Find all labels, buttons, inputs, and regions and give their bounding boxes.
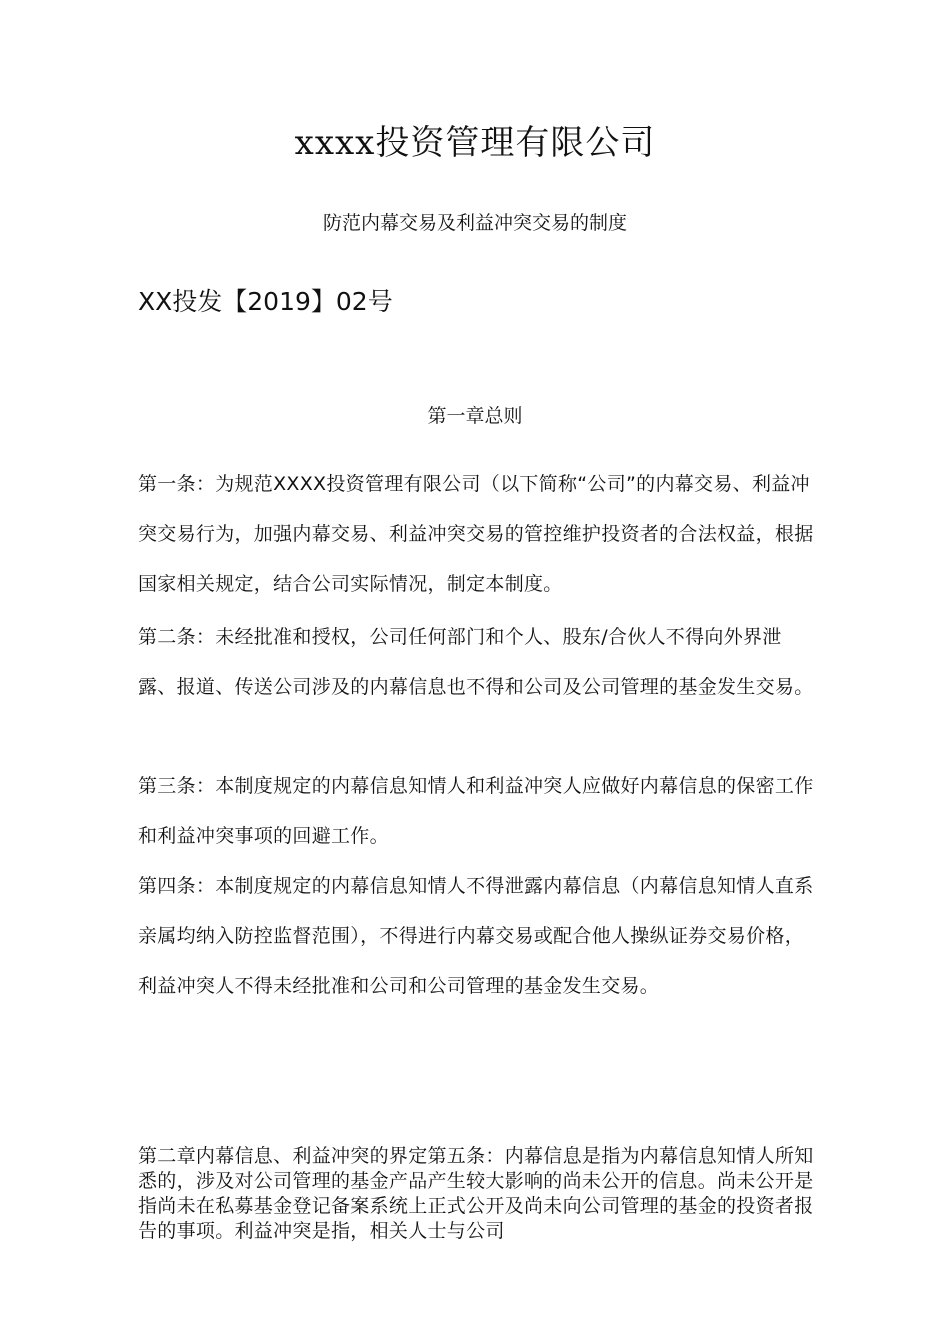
company-title: xxxx投资管理有限公司: [294, 123, 656, 163]
document-title: 防范内幕交易及利益冲突交易的制度: [322, 212, 627, 234]
article-2: 第二条：未经批准和授权，公司任何部门和个人、股东/合伙人不得向外界泄露、报道、传送公司涉及的内幕信息也不得和公司及公司管理的基金发生交易。: [138, 626, 814, 698]
chapter-2-paragraph: 第二章内幕信息、利益冲突的界定第五条：内幕信息是指为内幕信息知情人所知悉的，涉及对公司管理的基金产品产生较大影响的尚未公开的信息。尚未公开是指尚未在私募基金登记备案系统上正式公开及尚未向公司管理的基金的投资者报告的事项。利益冲突是指，相关人士与公司: [138, 1145, 814, 1242]
article-4: 第四条：本制度规定的内幕信息知情人不得泄露内幕信息（内幕信息知情人直系亲属均纳入防控监督范围），不得进行内幕交易或配合他人操纵证券交易价格，利益冲突人不得未经批准和公司和公司管理的基金发生交易。: [138, 875, 814, 997]
chapter-1-title: 第一章总则: [427, 405, 523, 427]
article-1: 第一条：为规范XXXX投资管理有限公司（以下简称“公司”的内幕交易、利益冲突交易行为，加强内幕交易、利益冲突交易的管控维护投资者的合法权益，根据国家相关规定，结合公司实际情况，制定本制度。: [138, 473, 814, 595]
article-3: 第三条：本制度规定的内幕信息知情人和利益冲突人应做好内幕信息的保密工作和利益冲突事项的回避工作。: [138, 775, 814, 847]
document-number: XX投发【2019】02号: [138, 287, 393, 316]
